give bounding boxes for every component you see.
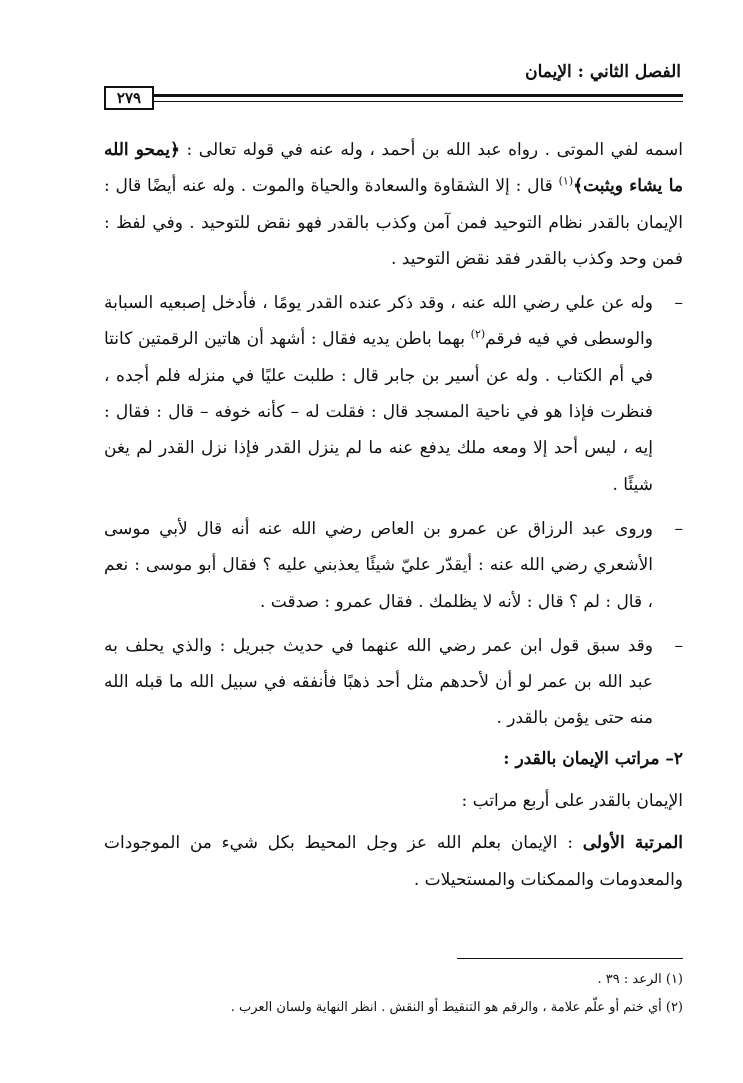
footnote-1: (١) الرعد : ٣٩ . xyxy=(597,972,683,987)
footnote-2: (٢) أي ختم أو علّم علامة ، والرقم هو التنقيط أو النقش . انظر النهاية ولسان العرب . xyxy=(230,1000,683,1015)
footnotes xyxy=(60,966,683,1022)
paragraph-3-text: وروى عبد الرزاق عن عمرو بن العاص رضي الله عنه أنه قال لأبي موسى الأشعري رضي الله عنه : أيقدّر عليّ شيئًا يعذبني عليه ؟ فقال أبو موسى : نعم ، قال : لم ؟ قال : لأنه لا يظلمك . فقال عمرو : صدقت . xyxy=(104,518,653,612)
footnote-rule xyxy=(457,958,683,959)
section-heading: ٢– مراتب الإيمان بالقدر : xyxy=(503,748,683,769)
footnote-ref-2: (٢) xyxy=(470,327,486,341)
paragraph-1-end: قال : إلا الشقاوة والسعادة والحياة والموت . وله عنه أيضًا قال : الإيمان بالقدر نظام التوحيد فمن آمن وكذب بالقدر فهو نقض للتوحيد . وفي لفظ : فمن وحد وكذب بالقدر فقد نقض التوحيد . xyxy=(104,176,683,269)
paragraph-6 xyxy=(104,825,683,898)
bullet-dash: – xyxy=(674,293,683,314)
chapter-title: الفصل الثاني : الإيمان xyxy=(525,62,681,82)
paragraph-3 xyxy=(104,511,683,620)
paragraph-6-text: : الإيمان بعلم الله عز وجل المحيط بكل شيء من الموجودات والمعدومات والممكنات والمستحيلات . xyxy=(104,833,683,890)
body-text xyxy=(104,132,683,898)
bullet-dash: – xyxy=(674,518,683,539)
quran-verse: ﴿يمحو الله ما يشاء ويثبت﴾ xyxy=(104,140,683,197)
paragraph-1 xyxy=(104,132,683,277)
header-rule-thick xyxy=(154,94,683,97)
paragraph-2-end: بهما باطن يديه فقال : أشهد أن هاتين الرقمتين كانتا في أم الكتاب . وله عن أسير بن جابر قال : طلبت عليًا في منزله فلم أجده ، فنظرت فإذا هو في ناحية المسجد قال : فقلت له – كأنه خوفه – قال : فقال : إيه ، ليس أحد إلا ومعه ملك يدفع عنه ما لم ينزل القدر فإذا نزل القدر لم يغن شيئًا . xyxy=(104,329,654,495)
paragraph-4-text: وقد سبق قول ابن عمر رضي الله عنهما في حديث جبريل : والذي يحلف به عبد الله بن عمر لو أن لأحدهم مثل أحد ذهبًا فأنفقه في سبيل الله ما قبله الله منه حتى يؤمن بالقدر . xyxy=(104,635,653,729)
paragraph-1-start: اسمه لفي الموتى . رواه عبد الله بن أحمد ، وله عنه في قوله تعالى : xyxy=(186,140,683,160)
paragraph-2-start: وله عن علي رضي الله عنه ، وقد ذكر عنده القدر يومًا ، فأدخل إصبعيه السبابة والوسطى في فيه فرقم xyxy=(104,293,653,350)
page-number: ٢٧٩ xyxy=(104,86,154,110)
paragraph-5: الإيمان بالقدر على أربع مراتب : xyxy=(461,791,683,812)
header-rule-thin xyxy=(154,101,683,102)
paragraph-2 xyxy=(104,285,683,503)
footnote-ref-1: (١) xyxy=(558,174,574,188)
bullet-dash: – xyxy=(674,635,683,656)
paragraph-4 xyxy=(104,628,683,737)
rank-label: المرتبة الأولى xyxy=(582,833,684,854)
